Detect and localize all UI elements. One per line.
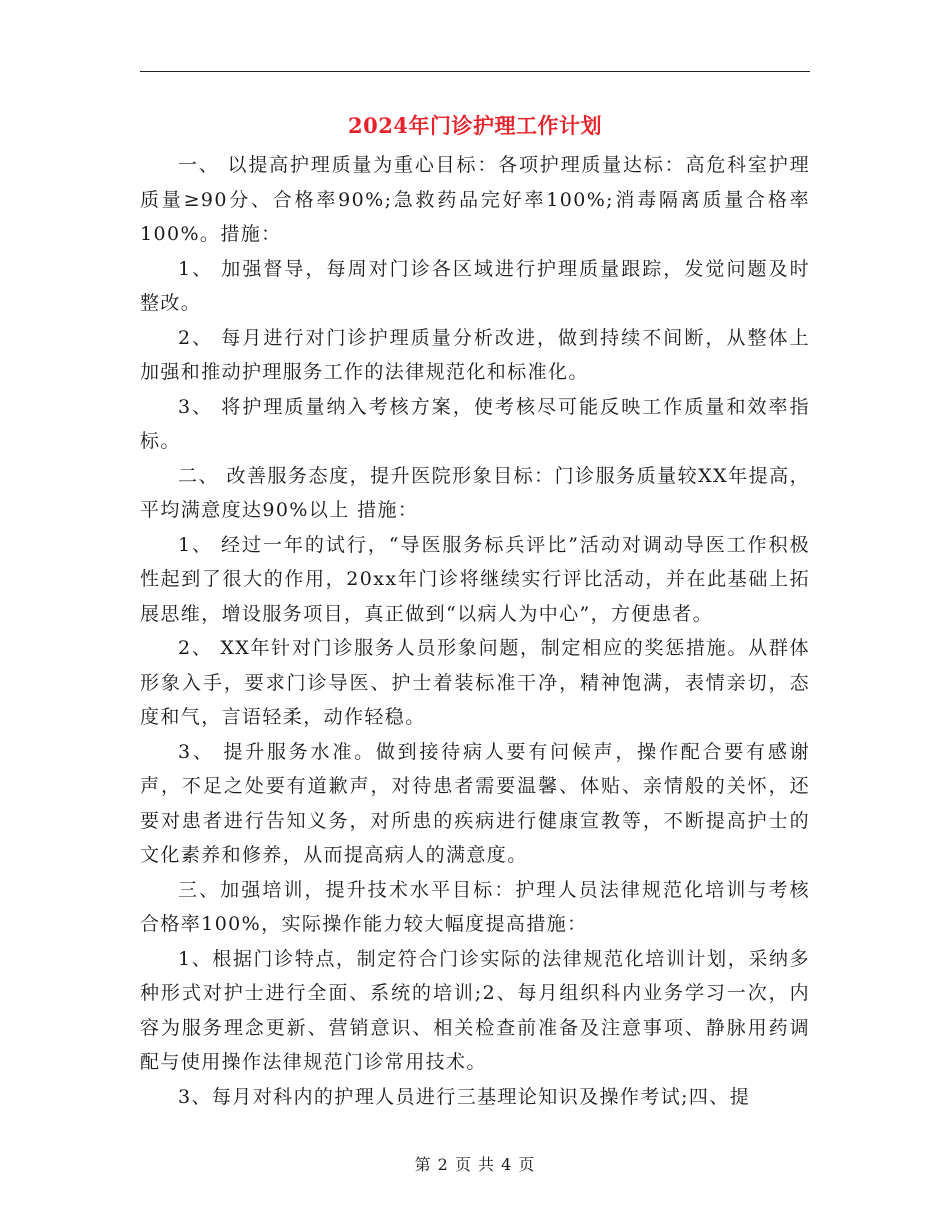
paragraph-2-2: 2、 XX年针对门诊服务人员形象问题，制定相应的奖惩措施。从群体形象入手，要求门诊导医、护士着装标准干净，精神饱满，表情亲切，态度和气，言语轻柔，动作轻稳。 <box>140 637 810 728</box>
paragraph-section-3: 三、加强培训，提升技术水平目标：护理人员法律规范化培训与考核合格率100%，实际操作能力较大幅度提高措施： <box>140 878 810 935</box>
paragraph-1-1: 1、 加强督导，每周对门诊各区域进行护理质量跟踪，发觉问题及时整改。 <box>140 257 810 314</box>
paragraph-section-1: 一、 以提高护理质量为重心目标：各项护理质量达标：高危科室护理质量≥90分、合格率90%;急救药品完好率100%;消毒隔离质量合格率100%。措施： <box>140 154 810 245</box>
paragraph-3-1: 1、根据门诊特点，制定符合门诊实际的法律规范化培训计划，采纳多种形式对护士进行全面、系统的培训;2、每月组织科内业务学习一次，内容为服务理念更新、营销意识、相关检查前准备及注意事项、静脉用药调配与使用操作法律规范门诊常用技术。 <box>140 947 810 1073</box>
page-footer: 第 2 页 共 4 页 <box>414 1155 536 1174</box>
header-rule <box>140 71 810 72</box>
paragraph-2-1: 1、 经过一年的试行，“导医服务标兵评比”活动对调动导医工作积极性起到了很大的作用，20xx年门诊将继续实行评比活动，并在此基础上拓展思维，增设服务项目，真正做到“以病人为中心”，方便患者。 <box>140 533 810 625</box>
paragraph-section-2: 二、 改善服务态度，提升医院形象目标：门诊服务质量较XX年提高，平均满意度达90%以上 措施： <box>140 464 810 521</box>
paragraph-1-2: 2、 每月进行对门诊护理质量分析改进，做到持续不间断，从整体上加强和推动护理服务工作的法律规范化和标准化。 <box>140 326 810 383</box>
paragraph-3-3: 3、每月对科内的护理人员进行三基理论知识及操作考试;四、提 <box>178 1085 751 1108</box>
paragraph-1-3: 3、 将护理质量纳入考核方案，使考核尽可能反映工作质量和效率指标。 <box>140 395 810 452</box>
document-body <box>140 148 810 1114</box>
paragraph-2-3: 3、 提升服务水准。做到接待病人要有问候声，操作配合要有感谢声，不足之处要有道歉声，对待患者需要温馨、体贴、亲情般的关怀，还要对患者进行告知义务，对所患的疾病进行健康宣教等，不断提高护士的文化素养和修养，从而提高病人的满意度。 <box>140 740 810 866</box>
document-title: 2024年门诊护理工作计划 <box>348 113 602 138</box>
